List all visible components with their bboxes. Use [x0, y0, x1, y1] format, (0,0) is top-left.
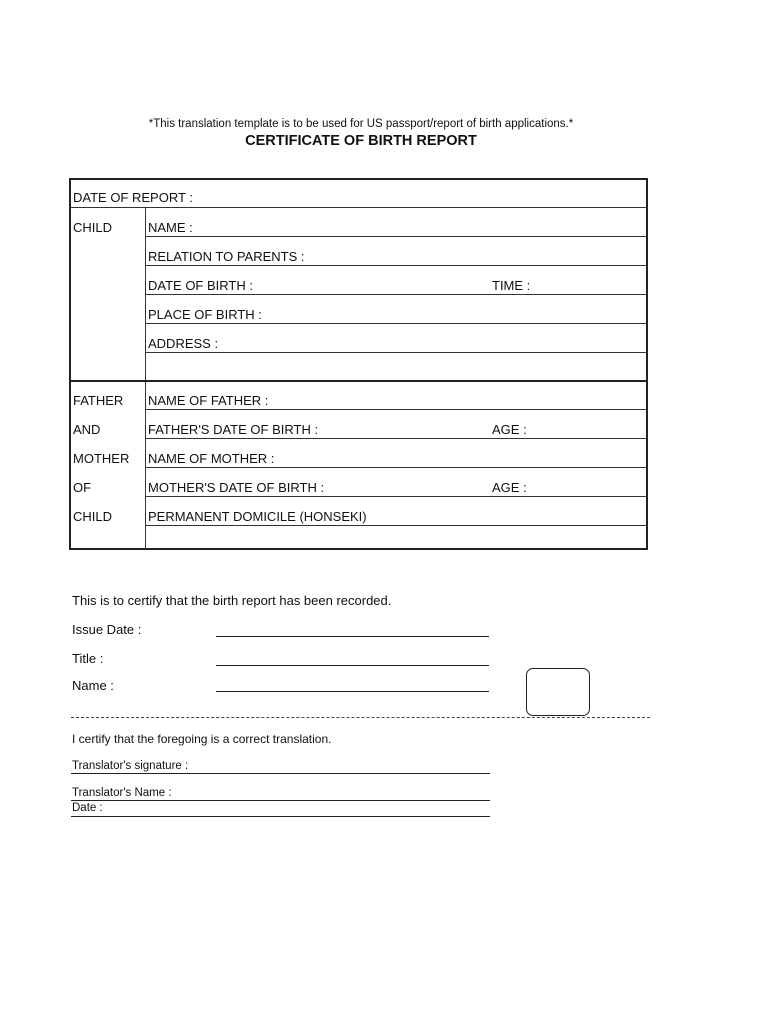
father-name-label: NAME OF FATHER : [148, 393, 269, 408]
child-section-label: CHILD [73, 220, 113, 235]
parents-label-line-5: CHILD [73, 509, 113, 524]
row-divider [71, 207, 646, 208]
row-divider [146, 265, 646, 266]
cert-name-label: Name : [72, 678, 114, 693]
issue-date-line[interactable] [216, 636, 489, 637]
parents-label-line-2: AND [73, 422, 101, 437]
father-dob-label: FATHER'S DATE OF BIRTH : [148, 422, 319, 437]
certification-statement: This is to certify that the birth report has been recorded. [72, 593, 392, 608]
translation-date-line[interactable] [71, 816, 490, 817]
date-of-report-label: DATE OF REPORT : [73, 190, 193, 205]
cert-title-line[interactable] [216, 665, 489, 666]
row-divider [146, 294, 646, 295]
cert-name-line[interactable] [216, 691, 489, 692]
translator-signature-line[interactable] [71, 773, 490, 774]
official-seal-box [526, 668, 590, 716]
row-divider [146, 438, 646, 439]
place-of-birth-label: PLACE OF BIRTH : [148, 307, 262, 322]
permanent-domicile-label: PERMANENT DOMICILE (HONSEKI) [148, 509, 367, 524]
address-label: ADDRESS : [148, 336, 219, 351]
row-divider [146, 323, 646, 324]
mother-name-label: NAME OF MOTHER : [148, 451, 275, 466]
translation-statement: I certify that the foregoing is a correct translation. [72, 732, 332, 746]
parents-label-line-1: FATHER [73, 393, 124, 408]
parents-label-line-4: OF [73, 480, 92, 495]
translator-name-line[interactable] [71, 800, 490, 801]
row-divider [146, 496, 646, 497]
mother-age-label: AGE : [492, 480, 527, 495]
template-note: *This translation template is to be used for US passport/report of birth applications.* [148, 118, 574, 130]
birth-report-form [69, 178, 648, 550]
time-of-birth-label: TIME : [492, 278, 531, 293]
row-divider [146, 525, 646, 526]
father-age-label: AGE : [492, 422, 527, 437]
child-name-label: NAME : [148, 220, 193, 235]
section-divider [71, 380, 646, 382]
translation-date-label: Date : [72, 802, 103, 814]
document-title: CERTIFICATE OF BIRTH REPORT [245, 133, 477, 149]
issue-date-label: Issue Date : [72, 622, 142, 637]
dashed-separator [71, 717, 650, 718]
translator-signature-label: Translator's signature : [72, 760, 189, 772]
row-divider [146, 467, 646, 468]
date-of-birth-label: DATE OF BIRTH : [148, 278, 253, 293]
relation-to-parents-label: RELATION TO PARENTS : [148, 249, 305, 264]
column-divider [145, 208, 146, 550]
mother-dob-label: MOTHER'S DATE OF BIRTH : [148, 480, 325, 495]
translator-name-label: Translator's Name : [72, 787, 172, 799]
row-divider [146, 236, 646, 237]
cert-title-label: Title : [72, 651, 104, 666]
row-divider [146, 352, 646, 353]
row-divider [146, 409, 646, 410]
parents-label-line-3: MOTHER [73, 451, 130, 466]
